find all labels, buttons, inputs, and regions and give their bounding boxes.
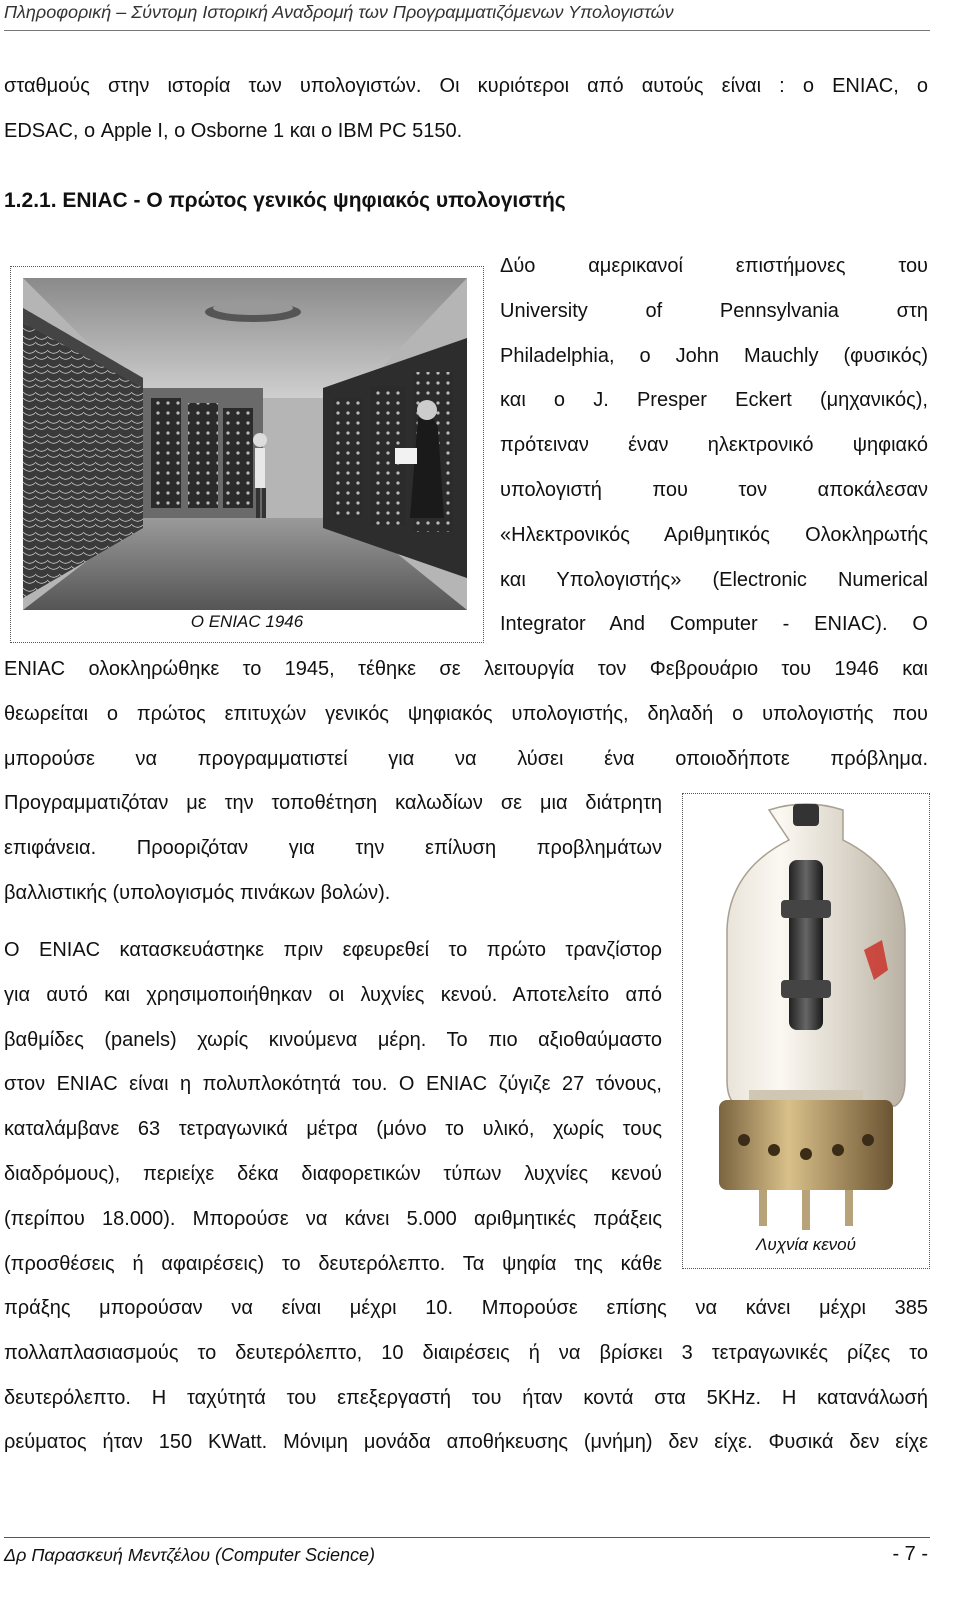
- text-line: επιφάνεια. Προοριζόταν για την επίλυση προβλημάτων: [4, 836, 662, 859]
- text-line: Προγραμματιζόταν με την τοποθέτηση καλωδίων σε μια διάτρητη: [4, 792, 662, 814]
- text-line: διαδρόμους), περιείχε δέκα διαφορετικών τύπων λυχνίες κενού: [4, 1162, 662, 1185]
- text-line: δευτερόλεπτο. Η ταχύτητά του επεξεργαστή του ήταν κοντά στα 5KHz. Η κατανάλωσή: [4, 1386, 928, 1409]
- text-line: Integrator And Computer - ENIAC). Ο: [500, 613, 928, 636]
- eniac-paragraph-continued: [4, 647, 928, 781]
- vacuum-tube-photo: [689, 800, 923, 1230]
- text-line: πολλαπλασιασμούς το δευτερόλεπτο, 10 διαιρέσεις ή να βρίσκει 3 τετραγωνικές ρίζες το: [4, 1341, 928, 1364]
- text-line: ENIAC ολοκληρώθηκε το 1945, τέθηκε σε λειτουργία τον Φεβρουάριο του 1946 και: [4, 658, 928, 680]
- text-line: θεωρείται ο πρώτος επιτυχών γενικός ψηφιακός υπολογιστής, δηλαδή ο υπολογιστής που: [4, 702, 928, 725]
- text-line: και ο J. Presper Eckert (μηχανικός),: [500, 389, 928, 412]
- eniac-caption: Ο ENIAC 1946: [190, 612, 304, 631]
- eniac-photo-image: [23, 278, 467, 610]
- text-line: πράξης μπορούσαν να είναι μέχρι 10. Μπορούσε επίσης να κάνει μέχρι 385: [4, 1297, 928, 1319]
- text-line: Philadelphia, ο John Mauchly (φυσικός): [500, 344, 928, 367]
- text-line: σταθμούς στην ιστορία των υπολογιστών. Οι κυριότεροι από αυτούς είναι : ο ENIAC, ο: [4, 75, 928, 97]
- text-line: βαλλιστικής (υπολογισμός πινάκων βολών).: [4, 881, 391, 904]
- text-line: βαθμίδες (panels) χωρίς κινούμενα μέρη. Το πιο αξιοθαύμαστο: [4, 1028, 662, 1051]
- running-header: Πληροφορική – Σύντομη Ιστορική Αναδρομή των Προγραμματιζόμενων Υπολογιστών: [4, 2, 674, 22]
- page-number: - 7 -: [892, 1543, 928, 1565]
- text-line: Ο ENIAC κατασκευάστηκε πριν εφευρεθεί το πρώτο τρανζίστορ: [4, 939, 662, 961]
- text-line: Δύο αμερικανοί επιστήμονες του: [500, 255, 928, 277]
- text-line: ρεύματος ήταν 150 KWatt. Μόνιμη μονάδα αποθήκευσης (μνήμη) δεν είχε. Φυσικά δεν είχε: [4, 1431, 928, 1454]
- text-line: και Υπολογιστής» (Electronic Numerical: [500, 568, 928, 591]
- programming-paragraph: [4, 781, 662, 915]
- vacuum-tube-image: [689, 800, 923, 1230]
- text-line: για αυτό και χρησιμοποιήθηκαν οι λυχνίες κενού. Αποτελείτο από: [4, 983, 662, 1006]
- vacuum-tube-caption: Λυχνία κενού: [756, 1235, 856, 1254]
- text-line: (περίπου 18.000). Μπορούσε να κάνει 5.000 αριθμητικές πράξεις: [4, 1207, 662, 1230]
- text-line: υπολογιστή που τον αποκάλεσαν: [500, 478, 928, 501]
- text-line: μπορούσε να προγραμματιστεί για να λύσει ένα οποιοδήποτε πρόβλημα.: [4, 747, 928, 770]
- eniac-intro-paragraph: [500, 244, 928, 647]
- text-line: University of Pennsylvania στη: [500, 299, 928, 322]
- text-line: EDSAC, ο Apple I, ο Osborne 1 και ο IBM PC 5150.: [4, 119, 463, 142]
- construction-paragraph: [4, 928, 662, 1286]
- section-heading: 1.2.1. ENIAC - Ο πρώτος γενικός ψηφιακός υπολογιστής: [4, 189, 566, 212]
- footer-rule: [4, 1537, 930, 1538]
- text-line: καταλάμβανε 63 τετραγωνικά μέτρα (μόνο το υλικό, χωρίς τους: [4, 1118, 662, 1141]
- header-rule: [4, 30, 930, 31]
- performance-paragraph: [4, 1286, 928, 1465]
- text-line: πρότειναν έναν ηλεκτρονικό ψηφιακό: [500, 434, 928, 457]
- eniac-figure: [10, 266, 484, 643]
- eniac-photo: [23, 278, 467, 610]
- intro-paragraph: [4, 64, 928, 154]
- text-line: στον ENIAC είναι η πολυπλοκότητά του. Ο ENIAC ζύγιζε 27 τόνους,: [4, 1073, 662, 1096]
- text-line: (προσθέσεις ή αφαιρέσεις) το δευτερόλεπτο. Τα ψηφία της κάθε: [4, 1252, 662, 1275]
- footer-author: Δρ Παρασκευή Μεντζέλου (Computer Science): [4, 1545, 376, 1565]
- text-line: «Ηλεκτρονικός Αριθμητικός Ολοκληρωτής: [500, 523, 928, 546]
- vacuum-tube-figure: [682, 793, 930, 1269]
